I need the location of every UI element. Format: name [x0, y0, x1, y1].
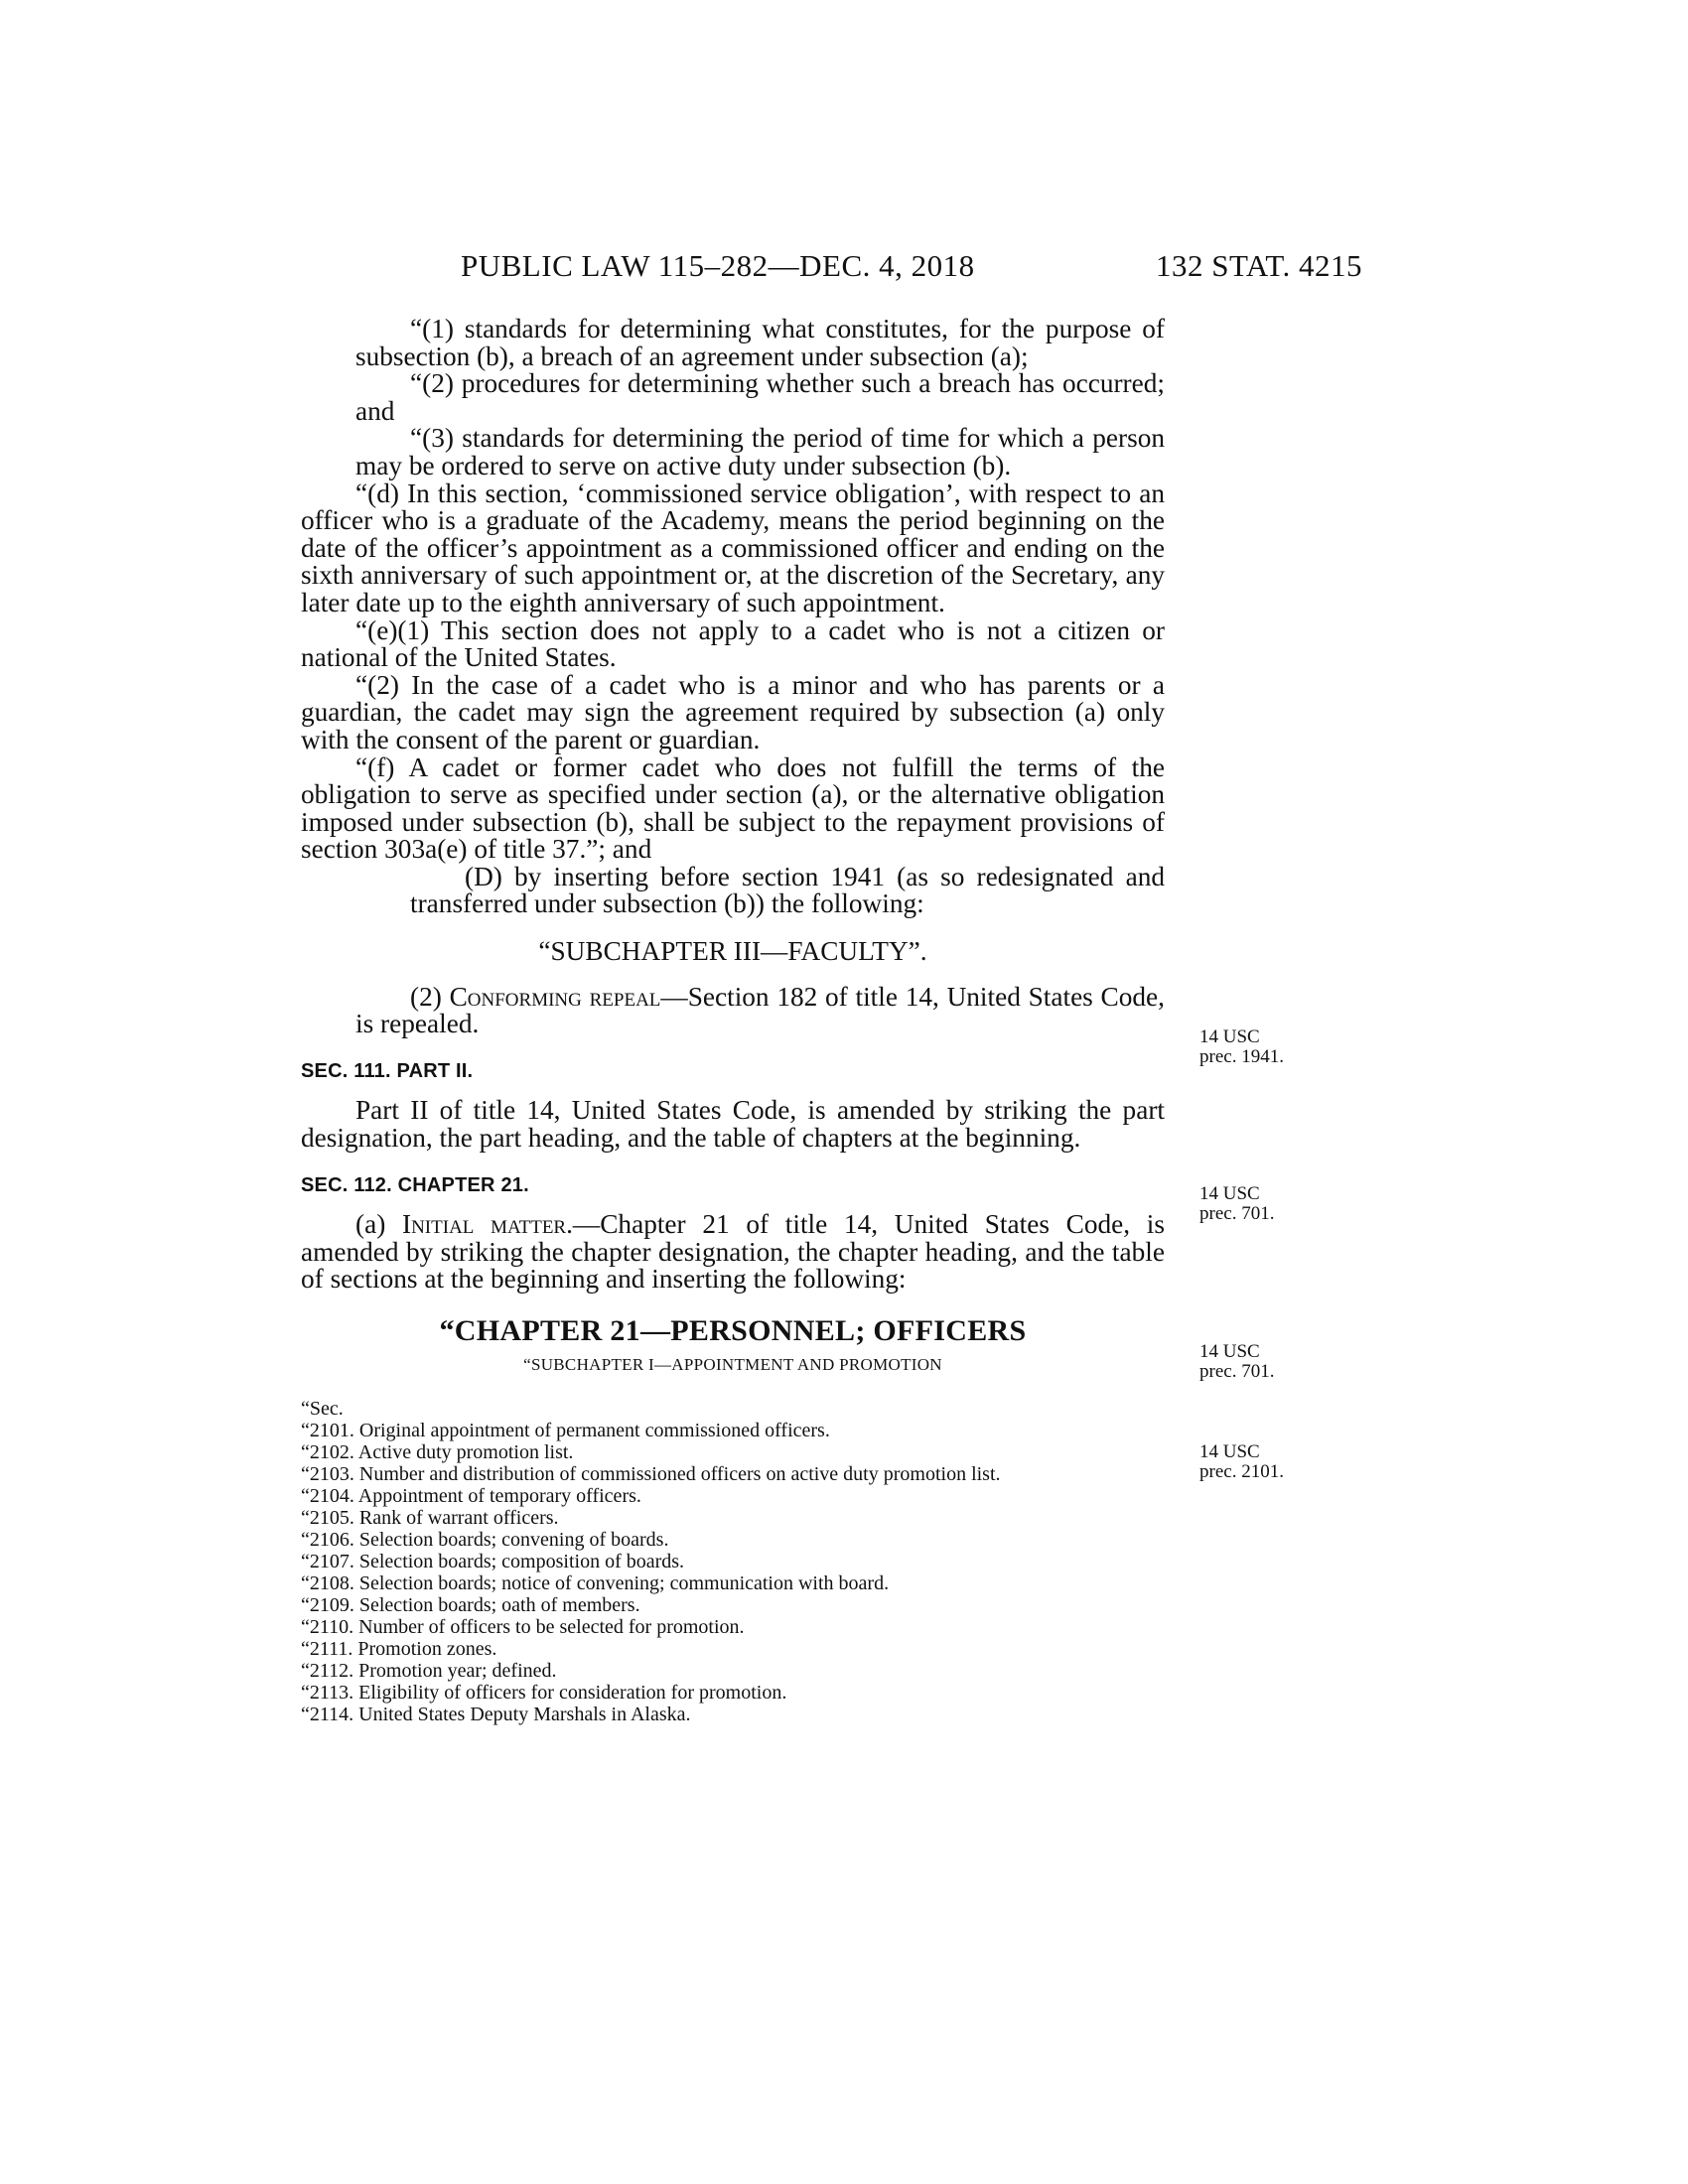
toc-item: “2101. Original appointment of permanent commissioned officers. [301, 1420, 830, 1442]
toc-item: “2113. Eligibility of officers for consideration for promotion. [301, 1682, 787, 1705]
paragraph-f: “(f) A cadet or former cadet who does not fulfill the terms of the obligation to serve as specified under section (a), or the alternative obligation imposed under subsection (b), shall be subject to the repayment provisions of section 303a(e) of title 37.”; and [301, 751, 1165, 865]
subchapter-i-heading: “SUBCHAPTER I—APPOINTMENT AND PROMOTION [523, 1354, 942, 1374]
paragraph-initial-matter [301, 1211, 1165, 1294]
margin-note-line: 14 USC [1199, 1183, 1260, 1204]
chapter-21-heading: “CHAPTER 21—PERSONNEL; OFFICERS [439, 1314, 1027, 1347]
toc-item: “2106. Selection boards; convening of boards. [301, 1529, 669, 1552]
margin-note-line: prec. 1941. [1199, 1046, 1284, 1067]
section-112-heading: SEC. 112. CHAPTER 21. [301, 1173, 529, 1196]
margin-note-line: 14 USC [1199, 1341, 1260, 1362]
toc-item: “2112. Promotion year; defined. [301, 1660, 557, 1683]
margin-note-prec-701-b [1199, 1342, 1338, 1382]
subchapter-faculty-heading: “SUBCHAPTER III—FACULTY”. [538, 936, 927, 967]
paragraph-e1: “(e)(1) This section does not apply to a cadet who is not a citizen or national of the United States. [301, 614, 1165, 673]
section-111-text: Part II of title 14, United States Code, is amended by striking the part designation, the part heading, and the table of chapters at the beginning. [301, 1095, 1165, 1154]
margin-note-prec-1941 [1199, 1027, 1338, 1067]
margin-note-prec-2101 [1199, 1442, 1338, 1482]
paragraph-D: (D) by inserting before section 1941 (as so redesignated and transferred under subsection (b)) the following: [410, 861, 1165, 919]
paragraph-text: .—Chapter 21 of title 14, United States Code, is amended by striking the chapter designation, the chapter heading, and the table of sections at the beginning and inserting the following: [301, 1209, 1165, 1295]
paragraph-conforming-repeal [301, 981, 1165, 1039]
toc-item: “2108. Selection boards; notice of convening; communication with board. [301, 1572, 890, 1595]
paragraph-c2: “(2) procedures for determining whether such a breach has occurred; and [355, 368, 1165, 426]
running-head-title: PUBLIC LAW 115–282—DEC. 4, 2018 [461, 248, 975, 283]
toc-item: “2102. Active duty promotion list. [301, 1441, 574, 1464]
toc-item: “2107. Selection boards; composition of boards. [301, 1551, 685, 1573]
paragraph-text: —Section 182 of title 14, United States Code, is repealed. [355, 981, 1165, 1039]
toc-item: “2114. United States Deputy Marshals in Alaska. [301, 1704, 691, 1726]
paragraph-c3: “(3) standards for determining the period of time for which a person may be ordered to serve on active duty under subsection (b). [355, 423, 1165, 480]
table-of-sections [301, 1398, 1165, 1725]
toc-sec-label: “Sec. [301, 1398, 344, 1421]
document-body [301, 316, 1165, 1725]
toc-item: “2104. Appointment of temporary officers. [301, 1485, 641, 1508]
margin-note-line: 14 USC [1199, 1026, 1260, 1047]
paragraph-e2: “(2) In the case of a cadet who is a minor and who has parents or a guardian, the cadet may sign the agreement required by subsection (a) only with the consent of the parent or guardian. [301, 669, 1165, 754]
margin-note-line: prec. 2101. [1199, 1461, 1284, 1482]
margin-note-prec-701-a [1199, 1184, 1338, 1224]
section-111-heading: SEC. 111. PART II. [301, 1059, 474, 1082]
paragraph-heading: Conforming repeal [449, 981, 661, 1012]
margin-note-line: prec. 701. [1199, 1361, 1275, 1382]
paragraph-d: “(d) In this section, ‘commissioned service obligation’, with respect to an officer who is a graduate of the Academy, means the period beginning on the date of the officer’s appointment as a commissioned officer and ending on the sixth anniversary of such appointment or, at the discretion of the Secretary, any later date up to the eighth anniversary of such appointment. [301, 478, 1165, 617]
paragraph-c1: “(1) standards for determining what constitutes, for the purpose of subsection (b), a breach of an agreement under subsection (a); [355, 314, 1165, 371]
toc-item: “2111. Promotion zones. [301, 1638, 497, 1661]
statute-page-number: 132 STAT. 4215 [1155, 248, 1362, 283]
margin-note-line: prec. 701. [1199, 1203, 1275, 1224]
paragraph-number: (a) [355, 1209, 386, 1240]
toc-item: “2105. Rank of warrant officers. [301, 1507, 559, 1530]
toc-item: “2103. Number and distribution of commissioned officers on active duty promotion list. [301, 1463, 1001, 1486]
toc-item: “2109. Selection boards; oath of members. [301, 1594, 640, 1617]
paragraph-number: (2) [410, 981, 442, 1012]
margin-note-line: 14 USC [1199, 1441, 1260, 1462]
toc-item: “2110. Number of officers to be selected for promotion. [301, 1616, 745, 1639]
paragraph-heading: Initial matter [402, 1209, 567, 1240]
